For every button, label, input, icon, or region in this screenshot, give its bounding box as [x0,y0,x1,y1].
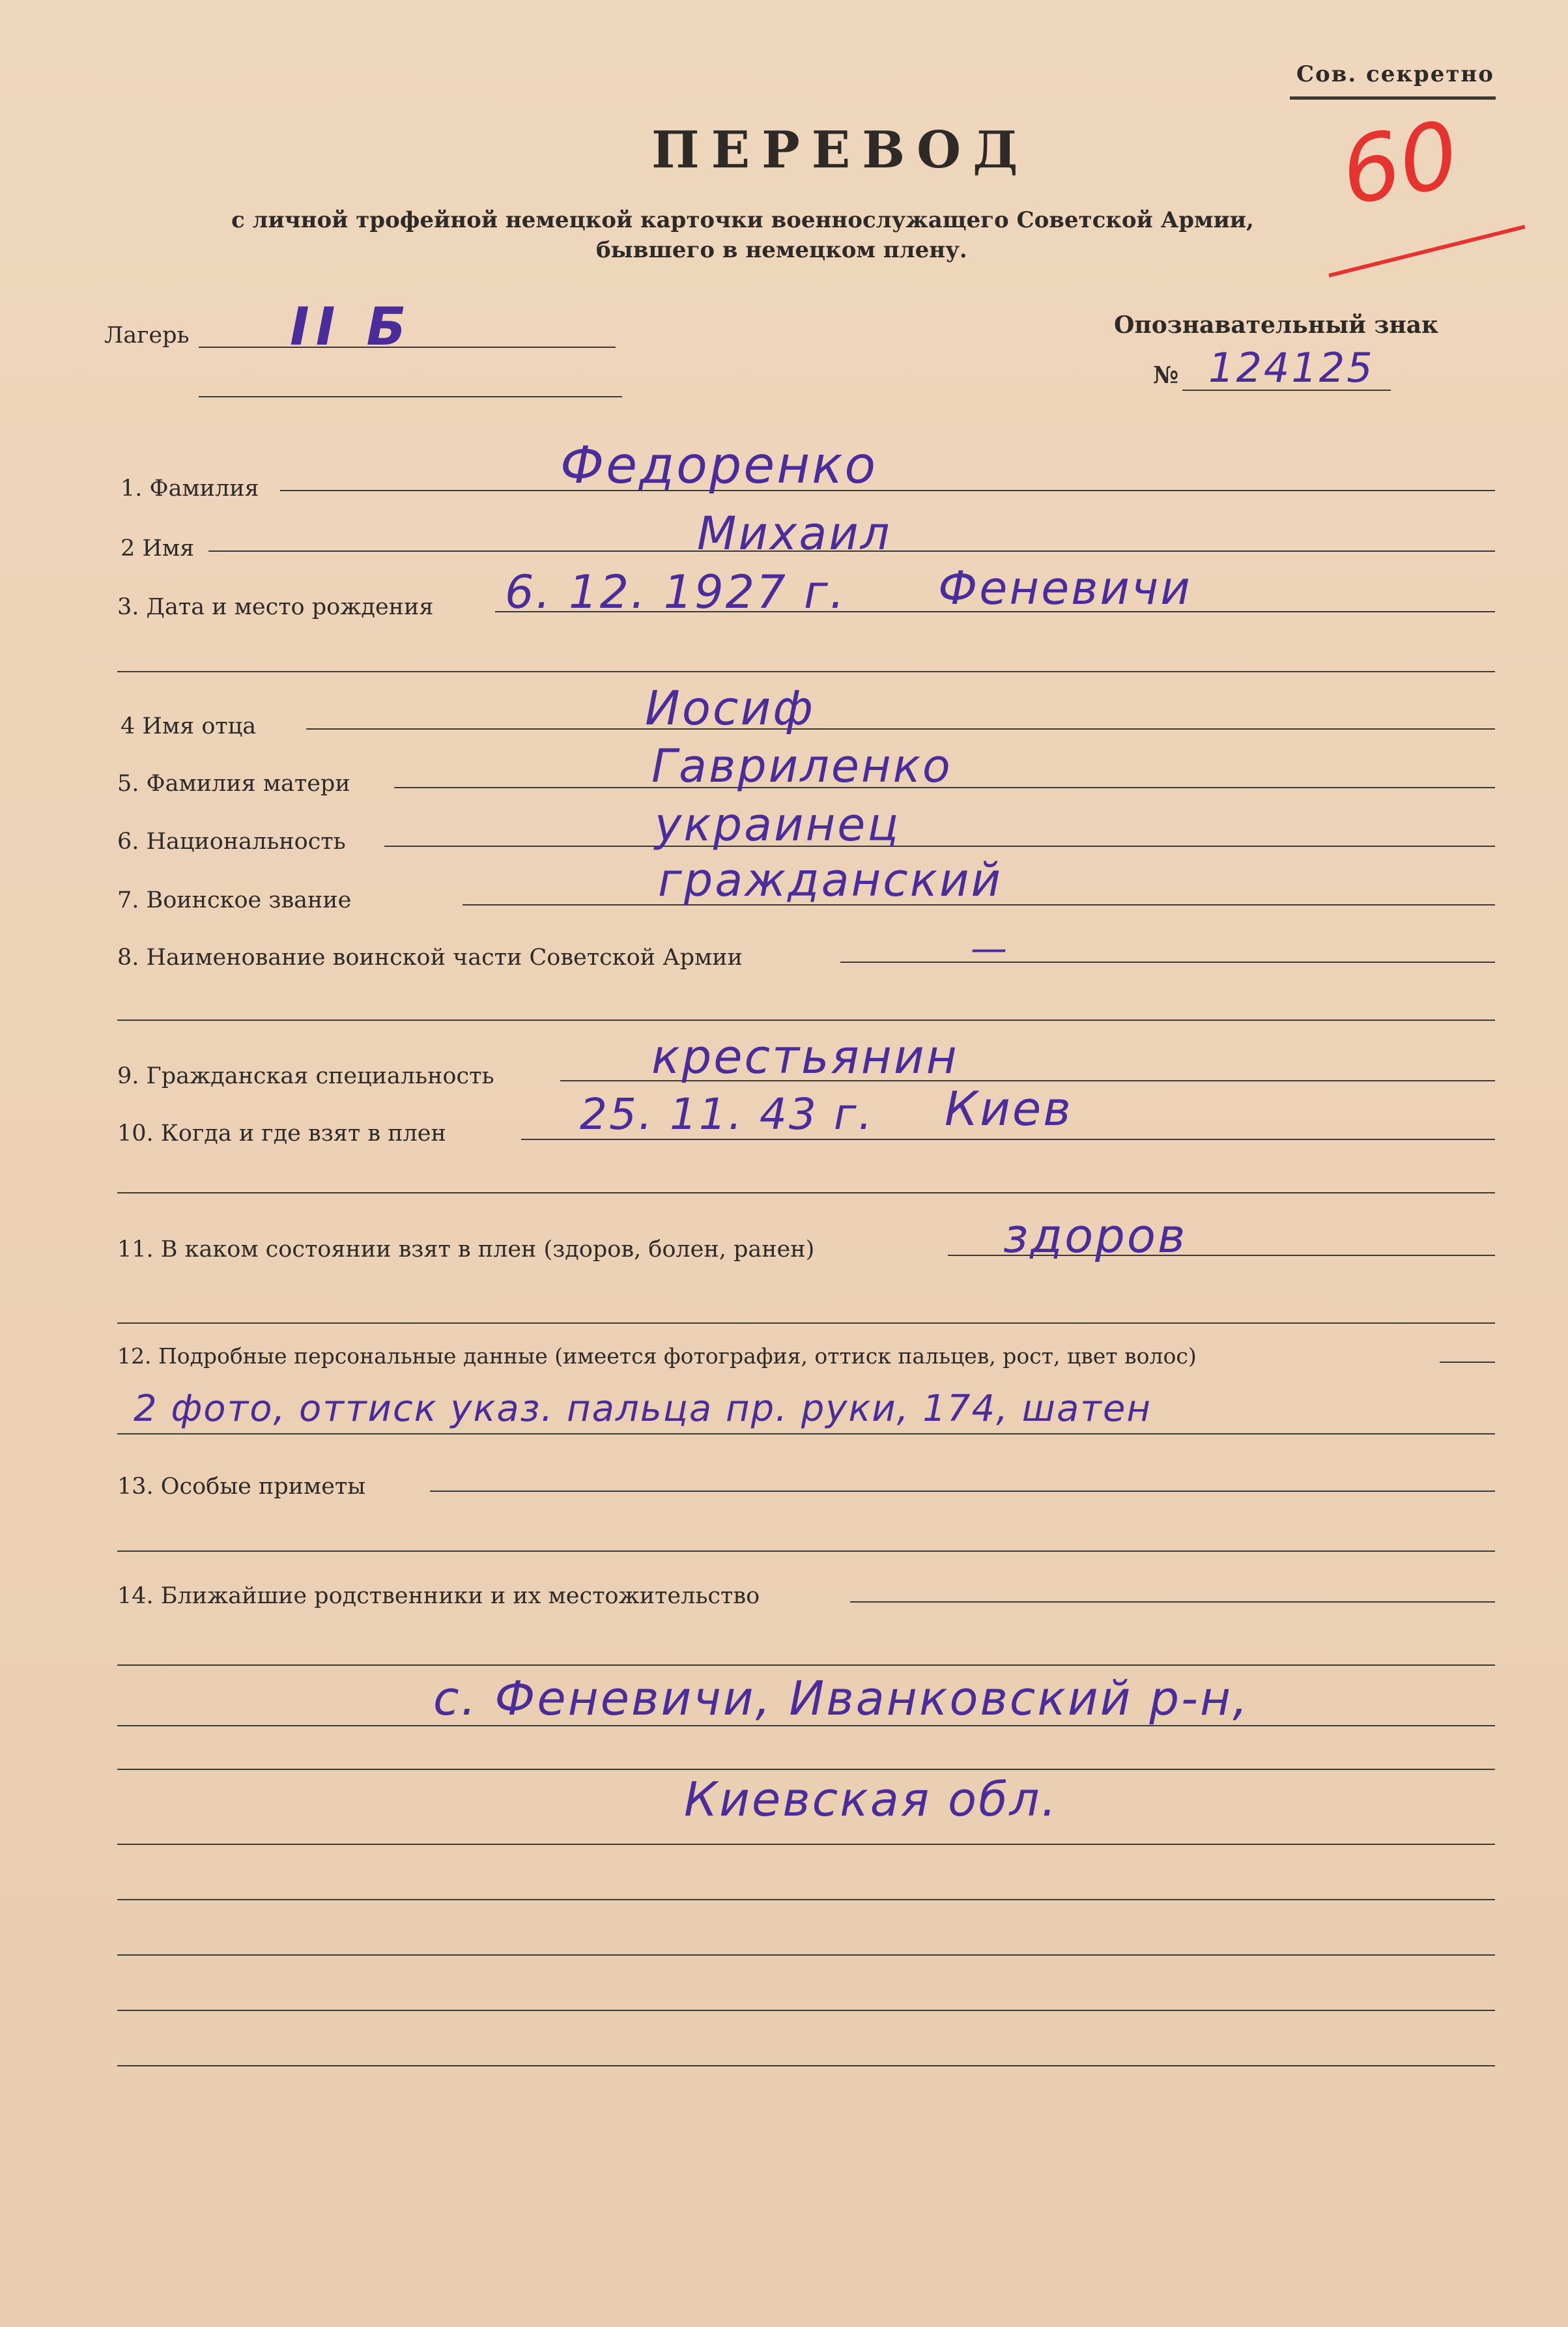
document-subtitle-line2: бывшего в немецком плену. [596,237,967,263]
field-personal-data-line [1440,1362,1495,1363]
field-relatives-value-line2: Киевская обл. [684,1772,1059,1827]
field-surname-line [280,490,1495,491]
field-surname-value: Федоренко [560,436,878,495]
document-title: ПЕРЕВОД [651,121,1030,180]
field-mother-value: Гавриленко [651,739,952,793]
field-father-line [306,728,1495,730]
field-captured-label: 10. Когда и где взят в плен [117,1121,446,1147]
id-mark-prefix: № [1153,362,1179,389]
camp-line-2 [199,396,622,397]
field-name-value: Михаил [697,507,892,560]
field-nationality-label: 6. Национальность [117,829,346,855]
field-unit-line [840,962,1495,963]
field-personal-data-value: 2 фото, оттиск указ. пальца пр. руки, 174, шатен [134,1388,1152,1430]
field-captured-place-value: Киев [945,1081,1073,1136]
relatives-line-9 [117,2065,1495,2066]
field-condition-value: здоров [1003,1208,1188,1263]
field-rank-value: гражданский [658,853,1003,907]
secrecy-stamp: Сов. секретно [1296,61,1494,87]
field-birth-line-2 [117,671,1495,672]
field-personal-data-label: 12. Подробные персональные данные (имеется фотография, оттиск пальцев, рост, цвет волос) [117,1343,1197,1369]
field-unit-line-2 [117,1020,1495,1021]
field-captured-line-2 [117,1192,1495,1193]
field-relatives-value-line1: с. Феневичи, Иванковский р-н, [433,1671,1249,1726]
field-unit-value: — [971,928,1009,970]
field-special-marks-line [430,1491,1495,1492]
field-nationality-line [384,846,1495,847]
field-mother-label: 5. Фамилия матери [117,771,350,797]
field-condition-label: 11. В каком состоянии взят в плен (здоров, болен, ранен) [117,1236,815,1263]
red-handwritten-number: 60 [1333,101,1466,227]
relatives-line-4 [117,1769,1495,1770]
document-subtitle-line1: с личной трофейной немецкой карточки военнослужащего Советской Армии, [231,207,1254,233]
id-mark-label: Опознавательный знак [1114,311,1439,339]
field-special-marks-line-2 [117,1550,1495,1552]
field-relatives-line [850,1601,1495,1603]
field-birth-label: 3. Дата и место рождения [117,594,434,620]
field-nationality-value: украинец [655,798,901,851]
field-special-marks-label: 13. Особые приметы [117,1474,366,1500]
relatives-line-3 [117,1725,1495,1726]
field-condition-line-2 [117,1322,1495,1324]
field-name-label: 2 Имя [121,535,195,562]
field-unit-label: 8. Наименование воинской части Советской Армии [117,945,743,971]
relatives-line-7 [117,1954,1495,1956]
camp-label: Лагерь [104,322,190,349]
relatives-line-6 [117,1899,1495,1900]
field-profession-label: 9. Гражданская специальность [117,1063,494,1089]
stamp-underline [1290,96,1496,100]
relatives-line-2 [117,1664,1495,1666]
camp-value: II Б [290,296,413,357]
relatives-line-8 [117,2010,1495,2011]
relatives-line-5 [117,1844,1495,1845]
field-relatives-label: 14. Ближайшие родственники и их местожительство [117,1583,760,1609]
field-personal-data-line-2 [117,1433,1495,1435]
field-birth-place-value: Феневичи [938,562,1192,615]
field-surname-label: 1. Фамилия [121,476,259,502]
field-profession-value: крестьянин [651,1029,959,1084]
field-father-label: 4 Имя отца [121,713,257,739]
red-underline-stroke [1328,225,1525,278]
id-mark-value: 124125 [1208,344,1375,392]
field-father-value: Иосиф [645,681,815,735]
field-captured-date-value: 25. 11. 43 г. [580,1089,874,1139]
field-birth-date-value: 6. 12. 1927 г. [505,565,847,619]
field-rank-label: 7. Воинское звание [117,887,352,913]
